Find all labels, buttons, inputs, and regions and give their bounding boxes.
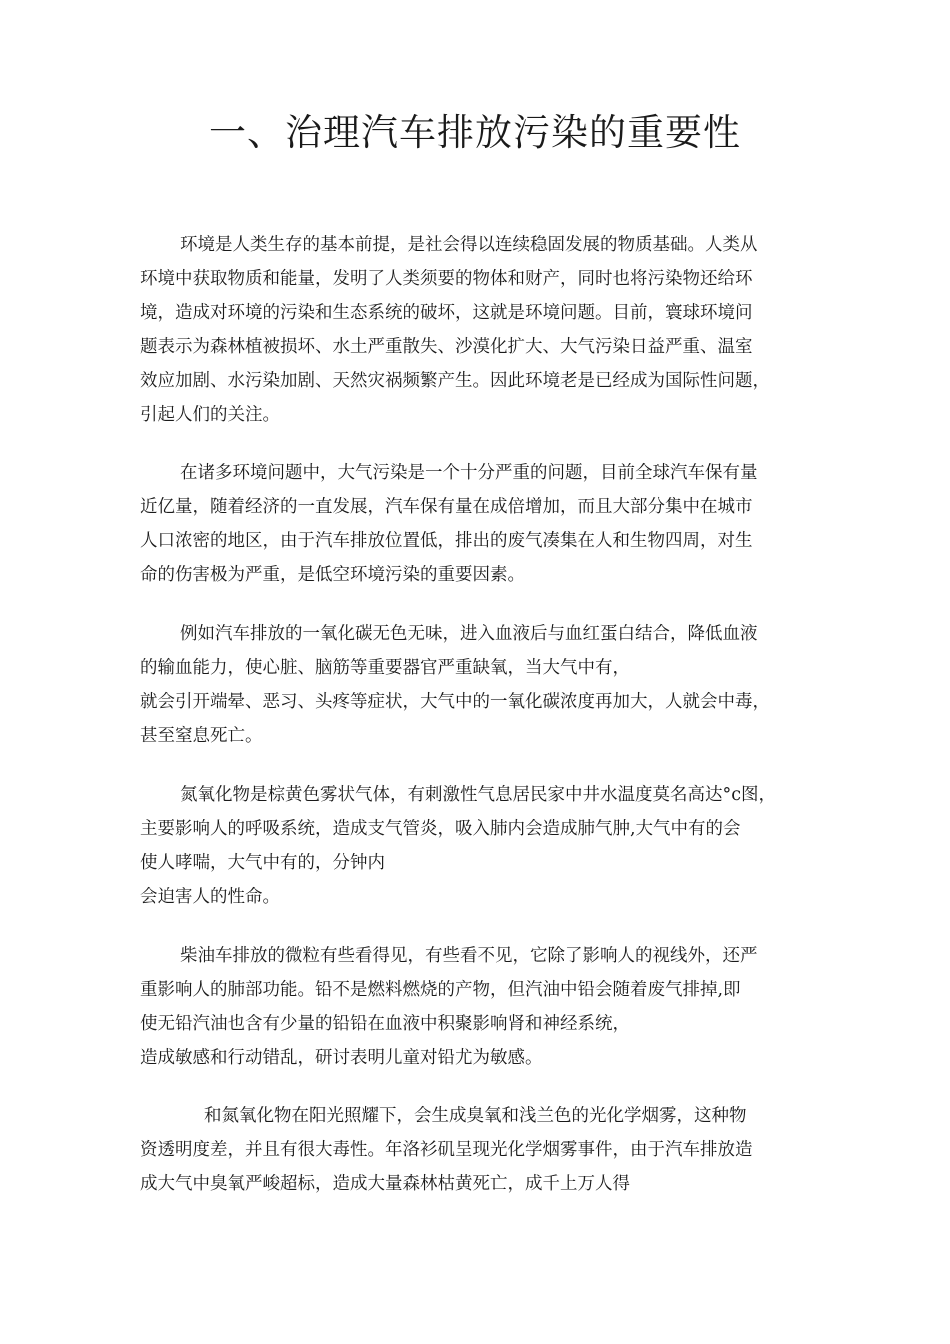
paragraph-line: 使无铅汽油也含有少量的铅铅在血液中积聚影响肾和神经系统， bbox=[140, 1014, 630, 1034]
paragraph-line: 环境中获取物质和能量，发明了人类须要的物体和财产，同时也将污染物还给环 bbox=[140, 269, 753, 289]
paragraph-line: 甚至窒息死亡。 bbox=[140, 726, 263, 746]
paragraph-line: 近亿量，随着经济的一直发展，汽车保有量在成倍增加，而且大部分集中在城市 bbox=[140, 497, 753, 517]
paragraph-line: 氮氧化物是棕黄色雾状气体，有刺激性气息居民家中井水温度莫名高达°c图， bbox=[180, 785, 777, 805]
paragraph-carbon-monoxide bbox=[140, 617, 840, 753]
paragraph-photochemical-smog bbox=[140, 1099, 840, 1201]
paragraph-line: 资透明度差，并且有很大毒性。年洛衫矶呈现光化学烟雾事件，由于汽车排放造 bbox=[140, 1140, 753, 1160]
paragraph-line: 引起人们的关注。 bbox=[140, 405, 280, 425]
paragraph-line: 环境是人类生存的基本前提，是社会得以连续稳固发展的物质基础。人类从 bbox=[180, 235, 758, 255]
paragraph-line: 就会引开端晕、恶习、头疼等症状，大气中的一氧化碳浓度再加大，人就会中毒， bbox=[140, 692, 770, 712]
paragraph-line: 成大气中臭氧严峻超标，造成大量森林枯黄死亡，成千上万人得 bbox=[140, 1174, 630, 1194]
paragraph-nitrogen-oxides bbox=[140, 778, 840, 914]
paragraph-line: 使人哮喘，大气中有的，分钟内 bbox=[140, 853, 385, 873]
paragraph-line: 造成敏感和行动错乱，研讨表明儿童对铅尤为敏感。 bbox=[140, 1048, 543, 1068]
paragraph-environment bbox=[140, 228, 840, 432]
paragraph-line: 境，造成对环境的污染和生态系统的破坏，这就是环境问题。目前，寰球环境问 bbox=[140, 303, 753, 323]
paragraph-line: 和氮氧化物在阳光照耀下，会生成臭氧和浅兰色的光化学烟雾，这种物 bbox=[204, 1106, 747, 1126]
paragraph-line: 效应加剧、水污染加剧、天然灾祸频繁产生。因此环境老是已经成为国际性问题， bbox=[140, 371, 770, 391]
paragraph-line: 主要影响人的呼吸系统，造成支气管炎，吸入肺内会造成肺气肿,大气中有的会 bbox=[140, 819, 741, 839]
paragraph-line: 例如汽车排放的一氧化碳无色无味，进入血液后与血红蛋白结合，降低血液 bbox=[180, 624, 758, 644]
paragraph-line: 重影响人的肺部功能。铅不是燃料燃烧的产物，但汽油中铅会随着废气排掉,即 bbox=[140, 980, 741, 1000]
paragraph-line: 会迫害人的性命。 bbox=[140, 887, 280, 907]
paragraph-line: 在诸多环境问题中，大气污染是一个十分严重的问题，目前全球汽车保有量 bbox=[180, 463, 758, 483]
paragraph-diesel-particulates bbox=[140, 939, 840, 1075]
paragraph-line: 题表示为森林植被损坏、水土严重散失、沙漠化扩大、大气污染日益严重、温室 bbox=[140, 337, 753, 357]
page-title: 一、治理汽车排放污染的重要性 bbox=[209, 111, 741, 154]
paragraph-line: 人口浓密的地区，由于汽车排放位置低，排出的废气凑集在人和生物四周，对生 bbox=[140, 531, 753, 551]
paragraph-line: 的输血能力，使心脏、脑筋等重要器官严重缺氧，当大气中有， bbox=[140, 658, 630, 678]
paragraph-line: 命的伤害极为严重，是低空环境污染的重要因素。 bbox=[140, 565, 525, 585]
paragraph-air-pollution bbox=[140, 456, 840, 592]
paragraph-line: 柴油车排放的微粒有些看得见，有些看不见，它除了影响人的视线外，还严 bbox=[180, 946, 758, 966]
